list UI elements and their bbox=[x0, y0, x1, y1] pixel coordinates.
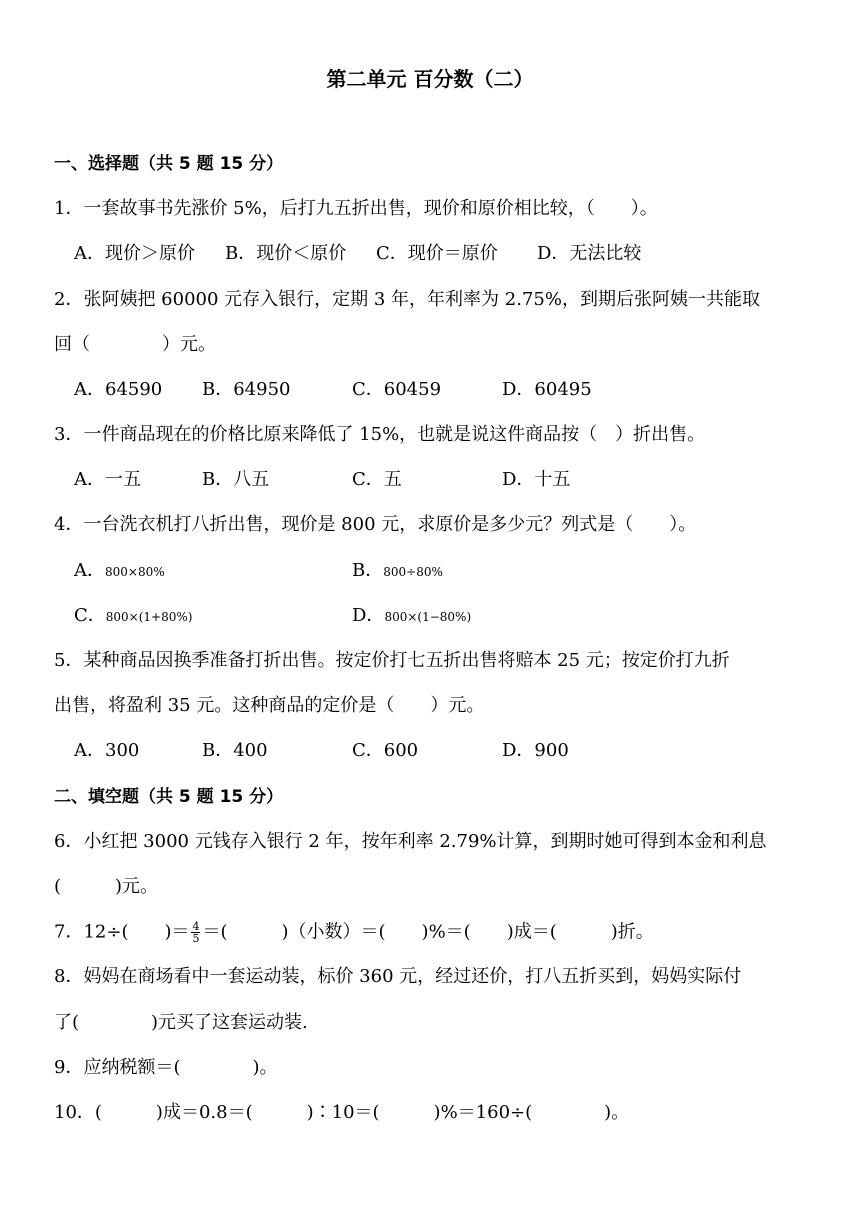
section-fill-heading: 二、填空题（共 5 题 15 分） bbox=[54, 787, 284, 807]
question-5-line2: 出售，将盈利 35 元。这种商品的定价是（ ）元。 bbox=[54, 695, 485, 716]
q3-option-d: D．十五 bbox=[502, 469, 571, 490]
q4-option-d-label: D． bbox=[352, 605, 385, 626]
q2-option-b: B．64950 bbox=[202, 379, 291, 400]
q4-option-d-expr: 800×(1−80%) bbox=[384, 610, 472, 624]
question-7 bbox=[54, 921, 654, 944]
q1-option-a: A．现价＞原价 bbox=[74, 243, 195, 264]
q7-after: ＝( )（小数）＝( )%＝( )成＝( )折。 bbox=[202, 921, 654, 943]
q5-option-b: B．400 bbox=[202, 740, 268, 761]
q7-fraction-denominator: 5 bbox=[192, 932, 200, 945]
question-2-line1: 2．张阿姨把 60000 元存入银行，定期 3 年，年利率为 2.75%，到期后张阿姨一共能取 bbox=[54, 289, 760, 310]
q5-option-d: D．900 bbox=[502, 740, 569, 761]
q4-option-a-expr: 800×80% bbox=[105, 565, 165, 579]
q4-option-b bbox=[352, 560, 443, 583]
q7-before: 7．12÷( )＝ bbox=[54, 921, 190, 943]
question-6-line2: ( )元。 bbox=[54, 876, 159, 897]
question-2-line2: 回（ ）元。 bbox=[54, 334, 216, 355]
q5-option-a: A．300 bbox=[74, 740, 140, 761]
q1-option-d: D．无法比较 bbox=[537, 243, 642, 264]
question-5-line1: 5．某种商品因换季准备打折出售。按定价打七五折出售将赔本 25 元；按定价打九折 bbox=[54, 650, 730, 671]
question-9: 9．应纳税额＝( )。 bbox=[54, 1057, 278, 1078]
q4-option-a-label: A． bbox=[74, 560, 105, 581]
q4-option-b-label: B． bbox=[352, 560, 384, 581]
q4-option-d bbox=[352, 605, 471, 628]
q2-option-a: A．64590 bbox=[74, 379, 163, 400]
q3-option-a: A．一五 bbox=[74, 469, 141, 490]
q7-fraction bbox=[191, 921, 200, 944]
q1-option-c: C．现价＝原价 bbox=[376, 243, 498, 264]
question-8-line2: 了( )元买了这套运动装. bbox=[54, 1012, 308, 1033]
q4-option-a bbox=[74, 560, 165, 583]
q7-fraction-numerator: 4 bbox=[192, 920, 200, 933]
section-choice-heading: 一、选择题（共 5 题 15 分） bbox=[54, 154, 284, 174]
page-title: 第二单元 百分数（二） bbox=[326, 67, 534, 91]
question-1: 1．一套故事书先涨价 5%，后打九五折出售，现价和原价相比较，（ ）。 bbox=[54, 198, 658, 219]
q3-option-b: B．八五 bbox=[202, 469, 270, 490]
q4-option-c-expr: 800×(1+80%) bbox=[105, 610, 193, 624]
q3-option-c: C．五 bbox=[352, 469, 402, 490]
q4-option-c-label: C． bbox=[74, 605, 106, 626]
q4-option-b-expr: 800÷80% bbox=[383, 565, 443, 579]
question-4: 4．一台洗衣机打八折出售，现价是 800 元，求原价是多少元？列式是（ ）。 bbox=[54, 514, 697, 535]
q1-option-b: B．现价＜原价 bbox=[225, 243, 347, 264]
question-8-line1: 8．妈妈在商场看中一套运动装，标价 360 元，经过还价，打八五折买到，妈妈实际付 bbox=[54, 966, 742, 987]
q2-option-d: D．60495 bbox=[502, 379, 592, 400]
question-6-line1: 6．小红把 3000 元钱存入银行 2 年，按年利率 2.79%计算，到期时她可得到本金和利息 bbox=[54, 831, 767, 852]
question-10: 10．( )成＝0.8＝( )∶10＝( )%＝160÷( )。 bbox=[54, 1102, 630, 1123]
q5-option-c: C．600 bbox=[352, 740, 419, 761]
question-3: 3．一件商品现在的价格比原来降低了 15%，也就是说这件商品按（ ）折出售。 bbox=[54, 424, 706, 445]
q2-option-c: C．60459 bbox=[352, 379, 442, 400]
q4-option-c bbox=[74, 605, 192, 628]
